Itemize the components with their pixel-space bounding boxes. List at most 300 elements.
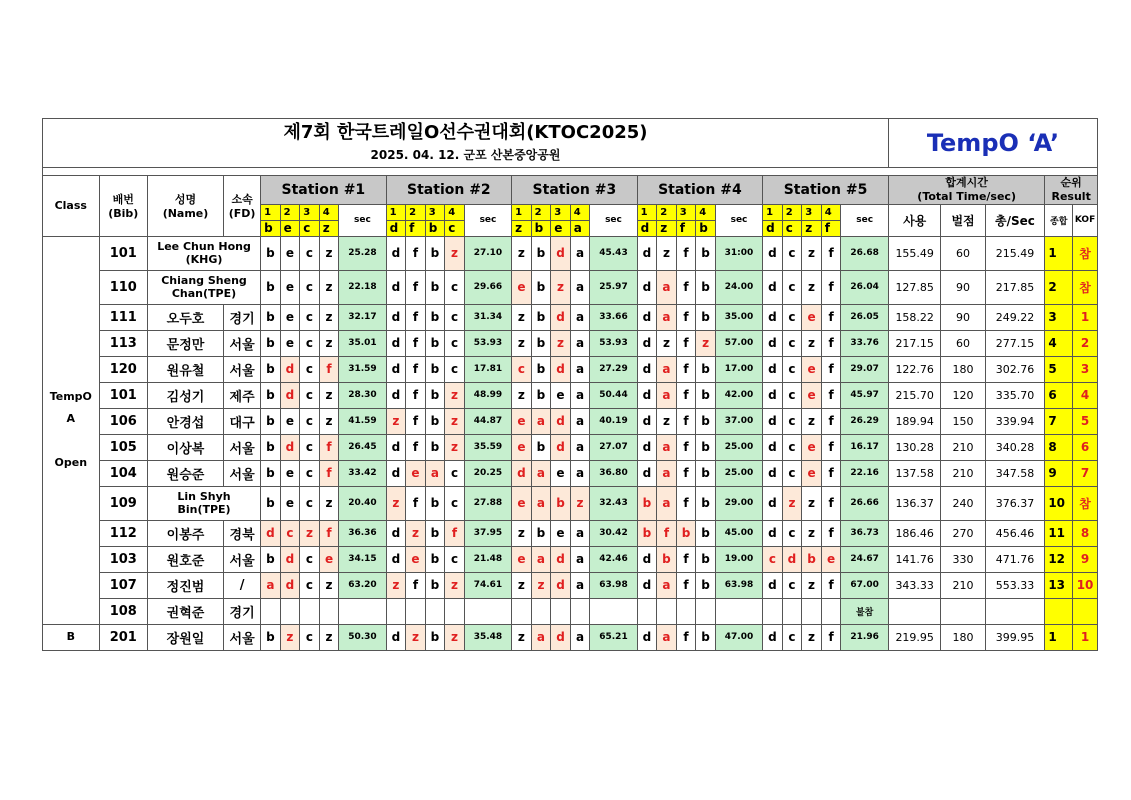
station-time: 34.15 [339,546,386,572]
answer-cell: b [657,546,677,572]
station-time: 16.17 [841,434,889,460]
answer-cell: a [570,460,590,486]
answer-cell: z [319,236,339,270]
answer-cell: c [445,546,465,572]
answer-cell [280,598,300,624]
station-time: 33.42 [339,460,386,486]
title-row [43,119,1098,148]
answer-cell: e [512,408,532,434]
station-time: 67.00 [841,572,889,598]
answer-cell: d [551,546,571,572]
total-seconds: 340.28 [985,434,1045,460]
station-time: 25.00 [715,460,762,486]
answer-key: d [386,220,406,236]
overall-rank: 11 [1045,520,1073,546]
answer-cell [551,598,571,624]
answer-cell: z [802,520,822,546]
answer-cell: d [637,624,657,650]
athlete-name: 장원일 [147,624,223,650]
answer-cell [300,598,320,624]
answer-cell: b [802,546,822,572]
kof-header: KOF [1073,204,1098,236]
table-row [43,486,1098,520]
answer-cell: d [386,520,406,546]
answer-cell: d [386,330,406,356]
total-seconds: 376.37 [985,486,1045,520]
answer-cell: a [570,270,590,304]
answer-cell: a [570,434,590,460]
used-time: 158.22 [888,304,940,330]
answer-cell: d [386,382,406,408]
answer-cell: d [386,460,406,486]
answer-cell: a [531,408,551,434]
total-seconds: 302.76 [985,356,1045,382]
answer-cell: c [782,356,802,382]
answer-cell: z [445,572,465,598]
overall-rank: 13 [1045,572,1073,598]
kof-rank: 3 [1073,356,1098,382]
table-row [43,408,1098,434]
table-row [43,572,1098,598]
answer-cell: z [512,330,532,356]
station-time [715,598,762,624]
penalty: 60 [941,330,985,356]
answer-cell: a [570,520,590,546]
station-time: 63.98 [590,572,637,598]
answer-cell: f [676,236,696,270]
answer-cell: c [782,624,802,650]
station-time: 20.25 [464,460,511,486]
answer-key: c [782,220,802,236]
answer-cell: c [300,382,320,408]
answer-cell: d [763,382,783,408]
kof-rank: 참 [1073,486,1098,520]
station-time: 25.28 [339,236,386,270]
station-time: 63.98 [715,572,762,598]
table-row [43,460,1098,486]
federation: 서울 [224,356,261,382]
used-time: 189.94 [888,408,940,434]
station-time: 28.30 [339,382,386,408]
answer-cell: c [782,434,802,460]
station-time: 37.00 [715,408,762,434]
answer-key: z [802,220,822,236]
answer-cell: z [319,408,339,434]
answer-cell: b [531,520,551,546]
answer-cell: z [657,408,677,434]
answer-cell: f [676,546,696,572]
answer-cell: c [445,270,465,304]
answer-cell: f [406,270,426,304]
answer-cell: d [551,304,571,330]
used-time: 186.46 [888,520,940,546]
answer-cell [425,598,445,624]
answer-cell: c [763,546,783,572]
answer-cell: b [425,330,445,356]
answer-cell: a [657,460,677,486]
answer-cell: c [300,546,320,572]
total-seconds: 399.95 [985,624,1045,650]
answer-cell: f [406,330,426,356]
answer-cell: b [696,408,716,434]
federation: / [224,572,261,598]
answer-cell: f [676,356,696,382]
answer-cell [676,598,696,624]
sec-header: sec [464,204,511,236]
answer-cell: c [782,572,802,598]
answer-cell: z [512,236,532,270]
station-time [590,598,637,624]
checkpoint-number: 3 [425,204,445,220]
answer-cell: z [280,624,300,650]
answer-cell: a [570,624,590,650]
answer-cell: b [261,236,281,270]
answer-cell: z [657,330,677,356]
table-row [43,356,1098,382]
answer-cell: b [696,460,716,486]
penalty: 90 [941,270,985,304]
answer-cell: d [280,434,300,460]
answer-cell: d [637,434,657,460]
answer-cell: a [570,236,590,270]
kof-rank: 9 [1073,546,1098,572]
kof-rank: 5 [1073,408,1098,434]
answer-cell: a [570,408,590,434]
station-time: 19.00 [715,546,762,572]
answer-cell [696,598,716,624]
federation: 서울 [224,624,261,650]
answer-cell: z [319,572,339,598]
bib-number: 110 [99,270,147,304]
used-time: 122.76 [888,356,940,382]
answer-cell: e [280,460,300,486]
overall-rank: 5 [1045,356,1073,382]
answer-cell: c [445,486,465,520]
penalty: 120 [941,382,985,408]
answer-cell: c [300,236,320,270]
table-row [43,330,1098,356]
station-time: 26.29 [841,408,889,434]
station-time: 36.80 [590,460,637,486]
answer-cell: z [802,572,822,598]
station-time: 45.43 [590,236,637,270]
results-table [42,118,1098,651]
answer-cell: c [782,520,802,546]
answer-cell: c [300,304,320,330]
answer-cell: f [676,460,696,486]
results-sheet [42,118,1098,651]
kof-rank: 8 [1073,520,1098,546]
answer-cell: e [512,546,532,572]
answer-cell: z [802,486,822,520]
answer-cell: d [763,356,783,382]
station-time: 25.97 [590,270,637,304]
used-time: 343.33 [888,572,940,598]
penalty: 210 [941,460,985,486]
station-time: 31.34 [464,304,511,330]
answer-cell: d [763,434,783,460]
table-row [43,434,1098,460]
answer-cell: b [425,236,445,270]
answer-cell: b [261,434,281,460]
checkpoint-number: 3 [676,204,696,220]
fd-header: 소속 (FD) [224,175,261,236]
answer-cell: f [821,270,841,304]
answer-cell: d [763,408,783,434]
total-seconds: 347.58 [985,460,1045,486]
answer-cell: a [531,546,551,572]
answer-cell: d [782,546,802,572]
answer-cell: b [425,572,445,598]
athlete-name: 원호준 [147,546,223,572]
station-time: 57.00 [715,330,762,356]
station-header: Station #5 [763,175,889,204]
answer-cell: d [637,330,657,356]
answer-cell: e [280,304,300,330]
table-row [43,520,1098,546]
answer-cell: z [319,382,339,408]
athlete-name: 이봉주 [147,520,223,546]
athlete-name: 오두호 [147,304,223,330]
station-header: Station #2 [386,175,512,204]
checkpoint-number: 2 [782,204,802,220]
answer-cell: z [782,486,802,520]
station-time: 26.45 [339,434,386,460]
used-time: 217.15 [888,330,940,356]
answer-cell: b [425,520,445,546]
answer-cell: b [696,382,716,408]
answer-key: z [319,220,339,236]
answer-cell: e [551,520,571,546]
overall-rank: 12 [1045,546,1073,572]
penalty: 270 [941,520,985,546]
answer-cell: b [696,486,716,520]
answer-cell: d [763,624,783,650]
answer-cell: f [676,330,696,356]
answer-cell: z [657,236,677,270]
tempo-badge: TempO ‘A’ [888,119,1097,168]
overall-rank: 1 [1045,236,1073,270]
table-row [43,624,1098,650]
station-time: 47.00 [715,624,762,650]
federation: 경기 [224,598,261,624]
answer-cell: d [551,408,571,434]
station-time: 27.88 [464,486,511,520]
checkpoint-number: 1 [386,204,406,220]
station-time: 21.48 [464,546,511,572]
answer-cell: c [280,520,300,546]
station-time: 45.00 [715,520,762,546]
answer-cell: b [261,356,281,382]
answer-cell: f [319,520,339,546]
overall-rank: 7 [1045,408,1073,434]
overall-rank: 6 [1045,382,1073,408]
answer-cell: f [676,572,696,598]
answer-key: z [657,220,677,236]
answer-cell: c [445,330,465,356]
answer-cell: b [425,408,445,434]
penalty: 330 [941,546,985,572]
answer-cell: b [696,572,716,598]
athlete-name: 정진범 [147,572,223,598]
federation: 서울 [224,434,261,460]
answer-cell: z [300,520,320,546]
answer-key: b [696,220,716,236]
checkpoint-number: 3 [551,204,571,220]
federation: 서울 [224,546,261,572]
answer-cell: c [300,356,320,382]
answer-cell: c [782,382,802,408]
station-time: 42.00 [715,382,762,408]
answer-cell: d [637,236,657,270]
table-row [43,382,1098,408]
bib-number: 104 [99,460,147,486]
answer-cell: e [512,486,532,520]
answer-cell: c [782,330,802,356]
answer-cell: d [763,304,783,330]
answer-cell: d [386,270,406,304]
answer-cell: z [551,270,571,304]
total-seconds: 217.85 [985,270,1045,304]
answer-cell: f [406,304,426,330]
answer-key: b [261,220,281,236]
station-time: 27.07 [590,434,637,460]
answer-cell: b [696,520,716,546]
station-time: 35.01 [339,330,386,356]
answer-cell: b [696,356,716,382]
station-time: 48.99 [464,382,511,408]
answer-cell [512,598,532,624]
answer-cell: d [763,330,783,356]
answer-cell: f [821,382,841,408]
table-row [43,546,1098,572]
bib-number: 112 [99,520,147,546]
answer-cell: e [280,330,300,356]
station-time: 31.59 [339,356,386,382]
station-time: 65.21 [590,624,637,650]
athlete-name: Lee Chun Hong (KHG) [147,236,260,270]
answer-cell: e [802,304,822,330]
answer-cell: d [637,304,657,330]
checkpoint-number: 1 [261,204,281,220]
answer-cell: a [570,572,590,598]
answer-key: d [763,220,783,236]
penalty: 180 [941,356,985,382]
answer-cell: c [782,236,802,270]
answer-cell: f [821,236,841,270]
answer-cell: z [319,624,339,650]
answer-cell: a [657,434,677,460]
checkpoint-number: 2 [406,204,426,220]
answer-cell: a [570,304,590,330]
bib-number: 109 [99,486,147,520]
answer-cell: d [637,546,657,572]
answer-cell: b [261,624,281,650]
answer-cell [386,598,406,624]
answer-cell: d [637,408,657,434]
station-time: 27.29 [590,356,637,382]
station-time: 17.00 [715,356,762,382]
station-time: 35.48 [464,624,511,650]
station-time: 36.36 [339,520,386,546]
answer-cell: z [570,486,590,520]
answer-cell: d [261,520,281,546]
bib-number: 107 [99,572,147,598]
athlete-name: 원유철 [147,356,223,382]
federation: 서울 [224,330,261,356]
answer-cell: d [551,434,571,460]
bib-number: 120 [99,356,147,382]
total-time-header: 합계시간 (Total Time/sec) [888,175,1044,204]
answer-cell: c [300,486,320,520]
used-header: 사용 [888,204,940,236]
answer-cell: z [512,520,532,546]
station-time: 29.00 [715,486,762,520]
answer-cell: f [676,408,696,434]
table-row [43,270,1098,304]
answer-cell: b [425,356,445,382]
answer-cell: b [261,304,281,330]
total-seconds: 456.46 [985,520,1045,546]
answer-cell: d [637,460,657,486]
answer-cell: c [445,304,465,330]
answer-cell: z [386,408,406,434]
answer-cell: f [821,356,841,382]
used-time: 219.95 [888,624,940,650]
answer-cell: d [280,382,300,408]
answer-cell: f [821,434,841,460]
answer-key: z [512,220,532,236]
sec-header: sec [590,204,637,236]
bib-number: 105 [99,434,147,460]
answer-cell: e [802,356,822,382]
answer-cell: b [425,624,445,650]
used-time: 136.37 [888,486,940,520]
used-time: 127.85 [888,270,940,304]
answer-cell: z [445,382,465,408]
station-time: 35.00 [715,304,762,330]
answer-cell [763,598,783,624]
checkpoint-number: 2 [657,204,677,220]
bib-header: 배번 (Bib) [99,175,147,236]
answer-cell: c [300,434,320,460]
bib-number: 101 [99,236,147,270]
answer-cell: d [637,356,657,382]
answer-cell: z [512,382,532,408]
answer-cell: c [300,624,320,650]
bib-number: 101 [99,382,147,408]
station-time: 36.73 [841,520,889,546]
answer-cell: f [406,236,426,270]
answer-cell: a [570,382,590,408]
answer-cell: c [300,572,320,598]
answer-cell: e [280,408,300,434]
overall-rank: 1 [1045,624,1073,650]
answer-cell: b [637,520,657,546]
answer-cell: b [637,486,657,520]
station-time: 29.07 [841,356,889,382]
bib-number: 103 [99,546,147,572]
answer-cell: a [657,304,677,330]
answer-cell: z [406,520,426,546]
answer-cell [406,598,426,624]
answer-cell: d [386,624,406,650]
rank-header: 순위 Result [1045,175,1098,204]
federation: 제주 [224,382,261,408]
answer-cell: d [386,304,406,330]
athlete-name: 김성기 [147,382,223,408]
answer-cell: e [319,546,339,572]
